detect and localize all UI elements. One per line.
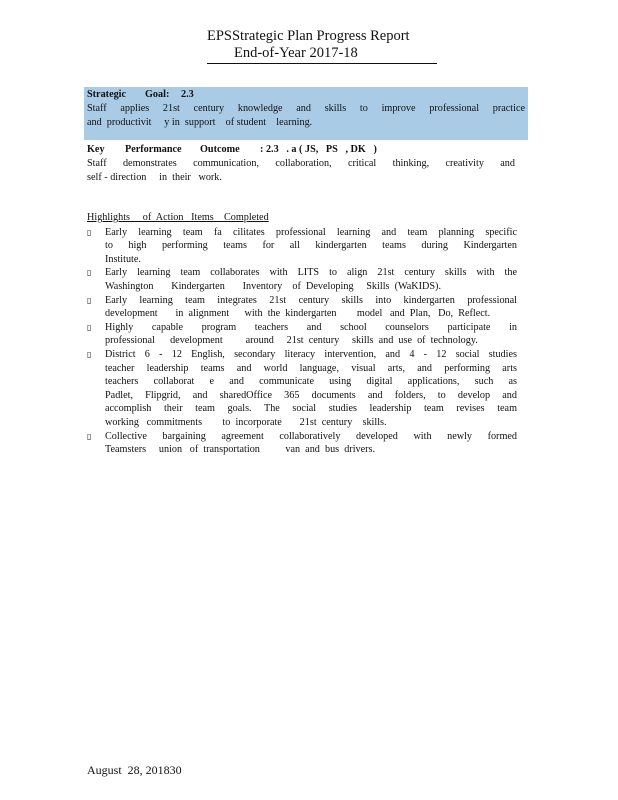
highlight-item bbox=[87, 226, 517, 267]
highlights-title: Highlights of Action Items Completed bbox=[87, 212, 269, 223]
highlight-item bbox=[87, 321, 517, 348]
highlight-text bbox=[105, 266, 517, 293]
kpo-text-line: self - direction in their work. bbox=[87, 172, 222, 183]
highlight-line: Early learning team integrates 21st century skills into kindergarten professional bbox=[105, 294, 517, 306]
highlight-text bbox=[105, 321, 517, 348]
header-rule bbox=[207, 63, 437, 64]
highlight-line: Teamsters union of transportation van and bus drivers. bbox=[105, 444, 376, 456]
goal-text-line: Staff applies 21st century knowledge and skills to improve professional practice bbox=[87, 103, 525, 114]
highlights-list bbox=[87, 226, 517, 457]
kpo-label-outcome: Outcome bbox=[200, 144, 240, 155]
goal-text-line: and productivit y in support of student learning. bbox=[87, 117, 313, 128]
highlight-item bbox=[87, 430, 517, 457]
report-title: EPSStrategic Plan Progress Report bbox=[207, 28, 410, 44]
goal-number: 2.3 bbox=[181, 89, 194, 100]
bullet-box-icon: ▯ bbox=[87, 349, 92, 359]
bullet-box-icon: ▯ bbox=[87, 431, 92, 441]
key-performance-outcome bbox=[87, 143, 515, 185]
kpo-text-line: Staff demonstrates communication, collaboration, critical thinking, creativity and bbox=[87, 158, 515, 169]
bullet-box-icon: ▯ bbox=[87, 268, 92, 278]
kpo-label-key: Key bbox=[87, 144, 105, 155]
highlights-section bbox=[87, 211, 517, 457]
report-subtitle: End-of-Year 2017-18 bbox=[234, 45, 358, 61]
highlight-line: Highly capable program teachers and school counselors participate in bbox=[105, 321, 517, 333]
highlight-line: teacher leadership teams and world language, visual arts, and performing arts bbox=[105, 362, 517, 374]
highlight-line: professional development around 21st century skills and use of technology. bbox=[105, 335, 478, 347]
highlight-item bbox=[87, 294, 517, 321]
goal-heading bbox=[87, 88, 525, 102]
highlight-text bbox=[105, 294, 517, 321]
strategic-goal-box bbox=[84, 87, 528, 140]
goal-label-goal: Goal: bbox=[145, 89, 170, 100]
highlight-line: to high performing teams for all kindergarten teams during Kindergarten bbox=[105, 240, 517, 252]
kpo-heading bbox=[87, 143, 515, 157]
highlight-line: Collective bargaining agreement collaboratively developed with newly formed bbox=[105, 430, 517, 442]
highlight-line: District 6 - 12 English, secondary literacy intervention, and 4 - 12 social studies bbox=[105, 348, 517, 360]
goal-label-strategic: Strategic bbox=[87, 89, 127, 100]
highlight-item bbox=[87, 266, 517, 293]
bullet-box-icon: ▯ bbox=[87, 295, 92, 305]
highlight-text bbox=[105, 348, 517, 430]
highlight-line: Padlet, Flipgrid, and sharedOffice 365 documents and folders, to develop and bbox=[105, 389, 517, 401]
highlight-line: Institute. bbox=[105, 253, 141, 265]
kpo-code: : 2.3 . a ( JS, PS , DK ) bbox=[260, 144, 377, 155]
bullet-box-icon: ▯ bbox=[87, 227, 92, 237]
highlight-line: working commitments to incorporate 21st century skills. bbox=[105, 416, 387, 428]
bullet-box-icon: ▯ bbox=[87, 322, 92, 332]
highlight-item bbox=[87, 348, 517, 430]
highlight-line: Washington Kindergarten Inventory of Developing Skills (WaKIDS). bbox=[105, 280, 442, 292]
highlight-line: Early learning team fa cilitates professional learning and team planning specific bbox=[105, 226, 517, 238]
footer-date: August 28, 201830 bbox=[87, 763, 182, 777]
highlight-line: teachers collaborat e and communicate using digital applications, such as bbox=[105, 376, 517, 388]
highlight-line: development in alignment with the kindergarten model and Plan, Do, Reflect. bbox=[105, 308, 491, 320]
highlight-line: Early learning team collaborates with LITS to align 21st century skills with the bbox=[105, 267, 517, 279]
highlight-text bbox=[105, 430, 517, 457]
kpo-label-performance: Performance bbox=[125, 144, 182, 155]
highlight-text bbox=[105, 226, 517, 267]
highlight-line: accomplish their team goals. The social studies leadership team revises team bbox=[105, 403, 517, 415]
